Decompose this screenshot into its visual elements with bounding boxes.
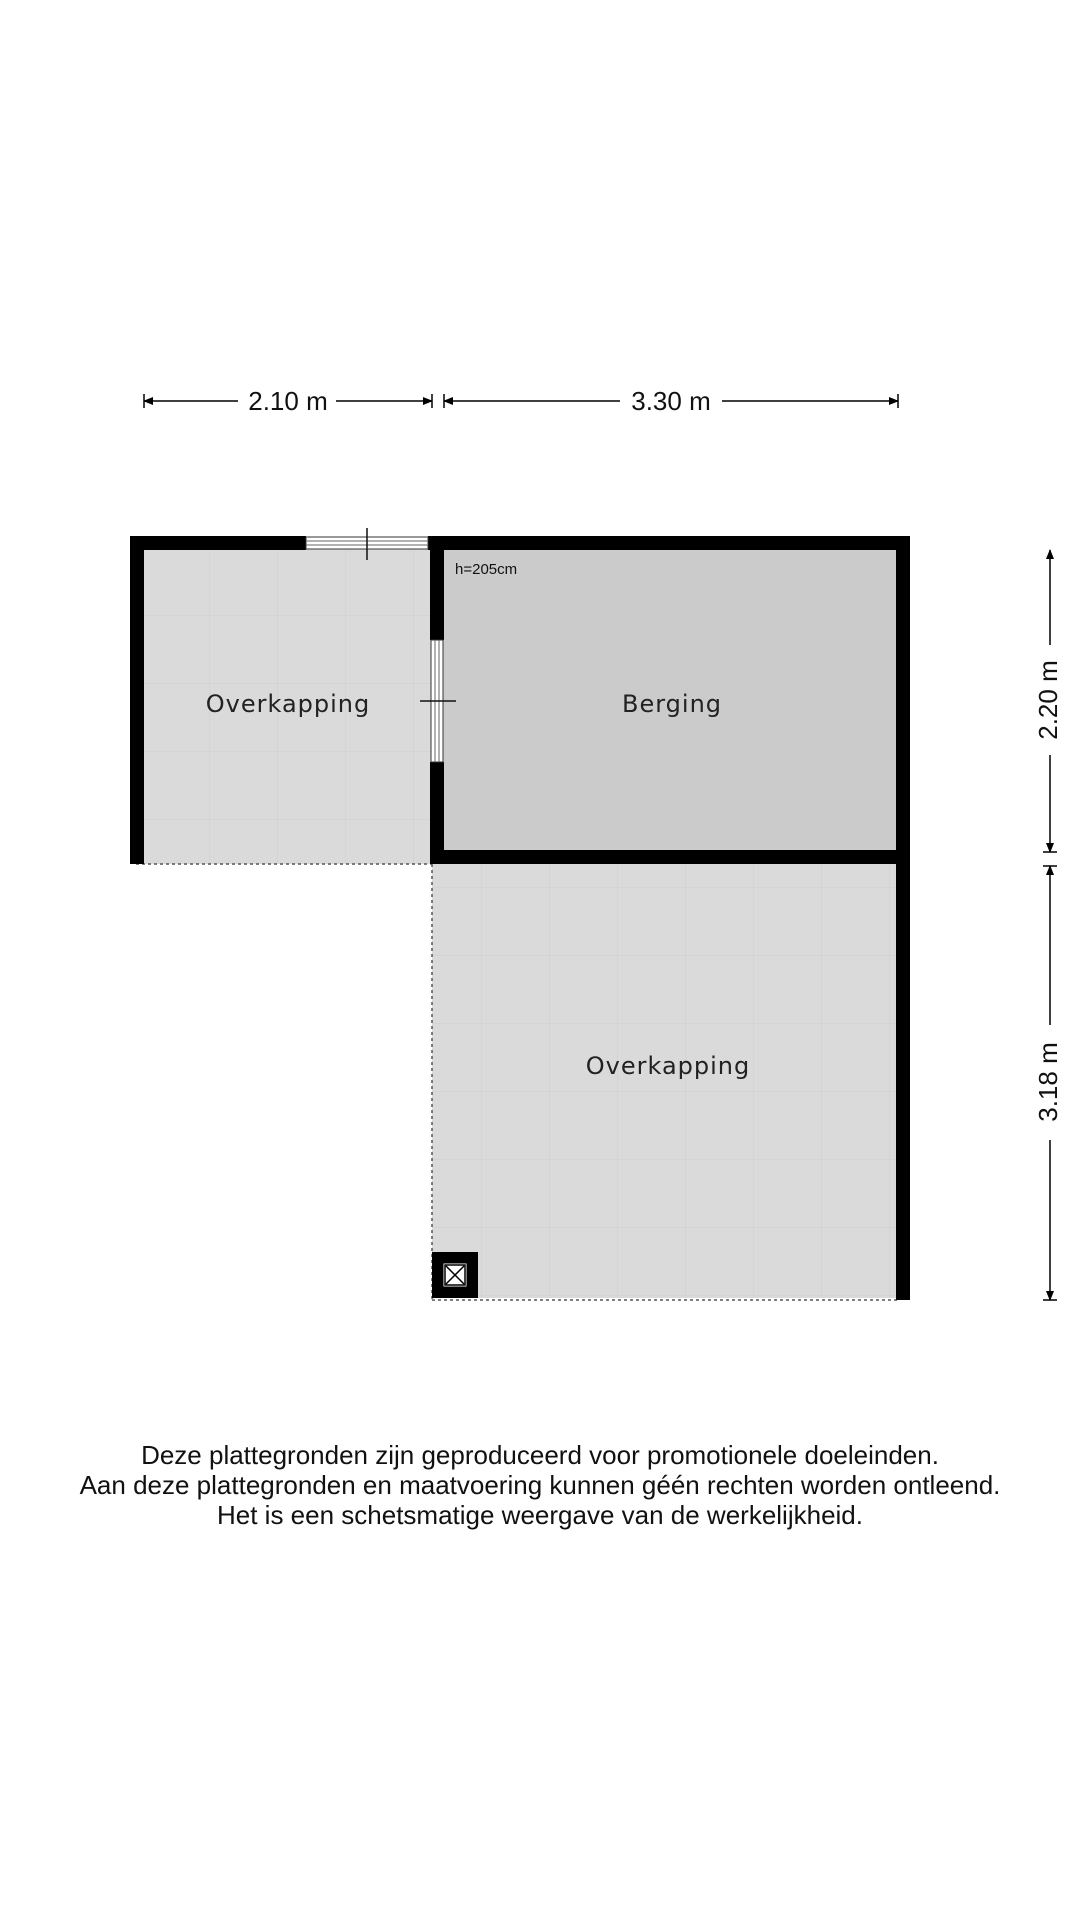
- berging-height-label: h=205cm: [455, 561, 518, 578]
- wall-right: [896, 536, 910, 1300]
- dimension-right-bottom: [1033, 866, 1063, 1300]
- disclaimer-line-2: Aan deze plattegronden en maatvoering kunnen géén rechten worden ontleend.: [79, 1470, 1001, 1500]
- floor-overkapping-bottom: [432, 864, 898, 1298]
- pillar-icon: [432, 1252, 478, 1298]
- dimension-label-right-top: 2.20 m: [1032, 660, 1063, 740]
- dimension-top-right: [444, 386, 898, 416]
- dimension-right-top: [1033, 550, 1063, 852]
- wall-divider-lower: [430, 762, 444, 864]
- wall-berging-bottom: [430, 850, 910, 864]
- room-label-overkapping-top: Overkapping: [205, 690, 371, 718]
- wall-top-right: [428, 536, 910, 550]
- disclaimer-line-1: Deze plattegronden zijn geproduceerd voor promotionele doeleinden.: [141, 1440, 939, 1470]
- room-label-overkapping-bottom: Overkapping: [585, 1052, 751, 1080]
- dimension-label-right-bottom: 3.18 m: [1032, 1042, 1063, 1122]
- disclaimer: [0, 1440, 1080, 1530]
- wall-top-left: [130, 536, 306, 550]
- room-label-berging: Berging: [621, 690, 723, 718]
- dimension-label-top-left: 2.10 m: [248, 386, 328, 416]
- disclaimer-line-3: Het is een schetsmatige weergave van de werkelijkheid.: [216, 1500, 863, 1530]
- wall-divider-upper: [430, 536, 444, 640]
- dimension-label-top-right: 3.30 m: [631, 386, 711, 416]
- dimension-top-left: [144, 386, 432, 416]
- wall-left: [130, 536, 144, 864]
